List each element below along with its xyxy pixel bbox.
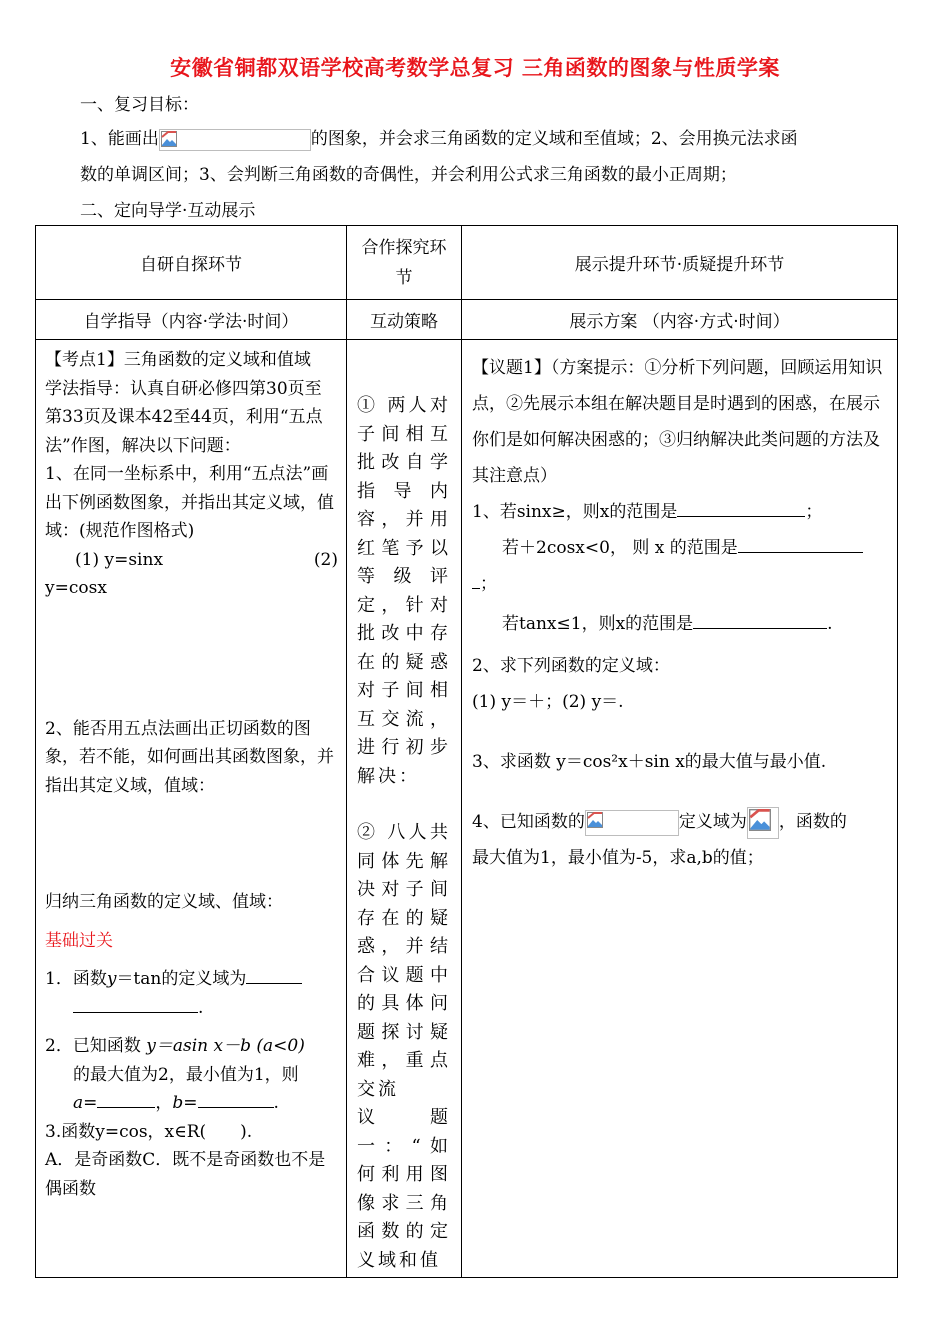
right-q3: 3、求函数 y＝cos²x＋sin x的最大值与最小值. [472, 752, 827, 772]
left-column [36, 340, 347, 1278]
practice-q3: 3.函数y=cos，x∈R( ). [45, 1121, 253, 1142]
q4-text-a: 4、已知函数的 [472, 812, 585, 832]
q1-cos-text: 若＋2cosx<0， 则 x 的范围是 [502, 538, 738, 558]
q1-sin-blank[interactable] [677, 498, 805, 517]
right-column [462, 340, 898, 1278]
practice-q1 [45, 965, 338, 994]
strategy-topic-one: 议题一：“如何利用图像求三角函数的定义域和值 [357, 1107, 451, 1271]
study-table [35, 225, 898, 1278]
function-2-label: (2) [313, 549, 338, 570]
section-heading-guide: 二、定向导学·互动展示 [80, 201, 256, 221]
q1-sin-text: 1、若sinx≥，则x的范围是 [472, 502, 678, 522]
right-q1-cos [472, 530, 889, 566]
q1-text: ＝tan的定义域为 [116, 969, 247, 989]
q4-text-b: 定义域为 [678, 812, 747, 832]
broken-image-icon [161, 131, 177, 147]
section-heading-goals: 一、复习目标： [80, 95, 199, 115]
header-cooperative [347, 226, 462, 300]
page-title: 安徽省铜都双语学校高考数学总复习 三角函数的图象与性质学案 [170, 55, 780, 80]
study-guide-text: 学法指导：认真自研必修四第30页至第33页及课本42至44页，利用“五点法”作图，解决以下问题： [45, 378, 323, 456]
q2-text: 的最大值为2，最小值为1，则 [73, 1064, 299, 1085]
q2-b-label: b= [172, 1093, 198, 1113]
right-q4-line2: 最大值为1，最小值为-5，求a,b的值； [472, 848, 764, 868]
q1-cos-blank[interactable] [738, 534, 863, 553]
goal-line-1 [80, 122, 798, 156]
question-five-point: 1、在同一坐标系中，利用“五点法”画出下例函数图象，并指出其定义域，值域：(规范作图格式) [45, 464, 334, 541]
goal-line-2: 数的单调区间；3、会判断三角函数的奇偶性，并会利用公式求三角函数的最小正周期； [80, 165, 737, 185]
q1-tan-end: . [827, 614, 833, 634]
function-cosx: y=cosx [45, 578, 107, 598]
q1-blank[interactable] [246, 965, 302, 984]
right-q2: 2、求下列函数的定义域： [472, 656, 670, 676]
strategy-group-discussion: ② 八人共同体先解决对子间存在的疑惑，并结合议题中的具体问题探讨疑难，重点交流 [357, 822, 451, 1100]
basic-practice-heading: 基础过关 [45, 930, 113, 951]
q2-formula: y＝asin x－b (a<0) [146, 1036, 305, 1056]
practice-q2 [45, 1032, 338, 1061]
function-list [45, 546, 338, 575]
header-cooperative-line1: 合作探究环 [361, 237, 447, 258]
q1-tan-text: 若tanx≤1，则x的范围是 [502, 614, 694, 634]
question-tangent: 2、能否用五点法画出正切函数的图象，若不能，如何画出其函数图象，并指出其定义域，值域： [45, 718, 334, 796]
topic-1-plan: 【议题1】（方案提示：①分析下列问题，回顾运用知识点，②先展示本组在解决题目是时遇到的困惑，在展示你们是如何解决困惑的；③归纳解决此类问题的方法及其注意点） [472, 358, 883, 486]
q1-label: 1．函数 [45, 969, 107, 989]
goal-text-a: 1、能画出 [80, 129, 159, 149]
header-cooperative-line2: 节 [395, 267, 413, 288]
q2-a-label: a= [73, 1093, 98, 1113]
summary-prompt: 归纳三角函数的定义域、值域： [45, 892, 283, 912]
right-q4 [472, 804, 889, 840]
header-presentation: 展示提升环节·质疑提升环节 [462, 226, 898, 300]
q1-cos-blank-2[interactable] [472, 570, 480, 589]
q2-a-blank[interactable] [97, 1089, 155, 1108]
q1-blank-2[interactable] [73, 994, 198, 1013]
q1-blank-line: . [45, 994, 338, 1023]
q2-answers: a= ，b= . [45, 1089, 338, 1118]
goal-text-b: 的图象，并会求三角函数的定义域和至值域；2、会用换元法求函 [310, 129, 798, 149]
q1-tan-blank[interactable] [693, 610, 827, 629]
q4-text-c: ，函数的 [778, 812, 847, 832]
broken-image-formula [159, 129, 311, 151]
broken-image-icon [749, 809, 771, 831]
middle-column [347, 340, 462, 1278]
strategy-pair-review: ① 两人对子间相互批改自学指导内容，并用红笔予以等级评定，针对批改中存在的疑惑对子间相互交流，进行初步解决： [357, 395, 451, 787]
q1-sin-end: ； [805, 502, 823, 522]
q1-var: y [106, 969, 117, 989]
broken-image-icon [587, 812, 603, 828]
header-self-study: 自研自探环节 [36, 226, 347, 300]
right-q2-parts: (1) y＝＋；(2) y＝. [472, 692, 624, 712]
broken-image-function [585, 810, 679, 836]
q2-b-blank[interactable] [198, 1089, 274, 1108]
right-q1-cos-end [472, 566, 889, 602]
q2-label: 2．已知函数 [45, 1036, 141, 1056]
topic-1-heading: 【考点1】三角函数的定义域和值域 [45, 350, 311, 370]
right-q1-tan [472, 606, 889, 642]
q2-sep: ， [155, 1093, 173, 1113]
q1-cos-end: ； [480, 574, 497, 594]
subheader-guide: 自学指导（内容·学法·时间） [36, 300, 347, 340]
right-q1-sin [472, 494, 889, 530]
practice-q3-options: A．是奇函数C．既不是奇函数也不是偶函数 [45, 1150, 326, 1199]
function-sinx: (1) y=sinx [75, 549, 164, 570]
subheader-plan: 展示方案 （内容·方式·时间） [462, 300, 898, 340]
broken-image-domain [747, 807, 779, 839]
subheader-strategy: 互动策略 [347, 300, 462, 340]
